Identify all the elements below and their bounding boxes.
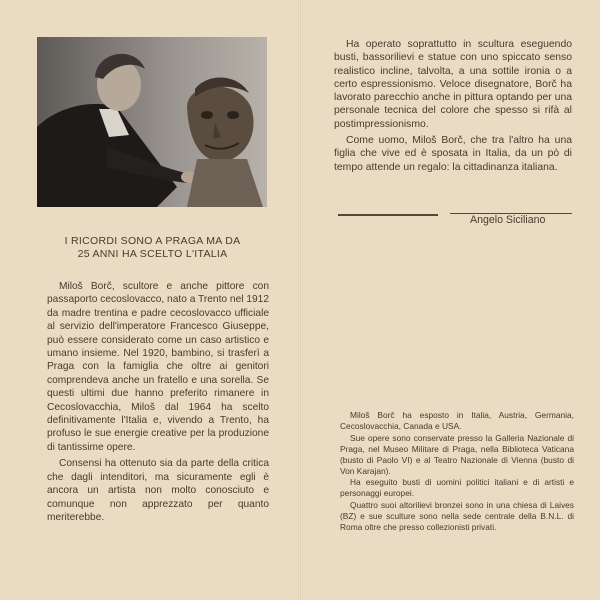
sculptor-with-bust-image bbox=[37, 37, 267, 207]
sculptor-photo bbox=[37, 37, 267, 207]
center-fold bbox=[298, 0, 301, 600]
headline-line-2: 25 ANNI HA SCELTO L'ITALIA bbox=[77, 248, 228, 260]
article-headline bbox=[35, 235, 270, 261]
note-collections: Sue opere sono conservate presso la Galleria Nazionale di Praga, nel Museo Militare di Praga, nella Biblioteca Vaticana (busto di Paolo VI) e al Teatro Nazionale di Vienna (busto di Von Karajan). bbox=[340, 432, 574, 476]
right-body-text bbox=[334, 38, 572, 177]
left-body-text bbox=[47, 280, 269, 527]
left-paragraph-2: Consensi ha ottenuto sia da parte della critica che dagli intenditori, ma sicuramente egli è ancora un artista non molto conosciuto e comunque non apprezzato per quanto meriterebbe. bbox=[47, 458, 269, 523]
biographical-notes bbox=[340, 410, 574, 534]
note-busts: Ha eseguito busti di uomini politici italiani e di artisti e personaggi europei. bbox=[340, 477, 574, 499]
note-exhibitions: Miloš Borč ha esposto in Italia, Austria, Germania, Cecoslovacchia, Canada e USA. bbox=[340, 410, 574, 431]
signature-divider bbox=[338, 214, 438, 216]
author-signature: Angelo Siciliano bbox=[470, 214, 546, 226]
right-paragraph-1: Ha operato soprattutto in scultura eseguendo busti, bassorilievi e statue con uno spiccato senso realistico incline, talvolta, a una sottile ironia o a certo espressionismo. Veloce disegnatore, Borč ha lavorato parecchio anche in pittura optando per una personale tecnica del colore che spesso si rifà al postimpressionismo. bbox=[334, 39, 572, 130]
left-paragraph-1: Miloš Borč, scultore e anche pittore con passaporto cecoslovacco, nato a Trento nel 1912 da madre trentina e padre cecoslovacco ufficiale al servizio dell'imperatore Francesco Giuseppe, può essere considerato come un caso artistico e umano insieme. Nel 1920, bambino, si trasferì a Praga con la famiglia che oltre ai genitori comprendeva anche un fratello e una sorella. Se questi ultimi due hanno preferito rimanere in Cecoslovacchia, Miloš dal 1964 ha scelto definitivamente l'Italia e, vivendo a Trento, ha profuso le sue energie creative per la produzione di tantissime opere. bbox=[47, 281, 270, 453]
right-paragraph-2: Come uomo, Miloš Borč, che tra l'altro ha una figlia che vive ed è sposata in Italia, da un pò di tempo attende un regalo: la cittadinanza italiana. bbox=[334, 135, 572, 173]
headline-line-1: I RICORDI SONO A PRAGA MA DA bbox=[64, 235, 241, 247]
note-reliefs: Quattro suoi altorilievi bronzei sono in una chiesa di Laives (BZ) e sue sculture sono nella sede centrale della B.N.L. di Roma oltre che presso collezionisti privati. bbox=[340, 500, 574, 533]
